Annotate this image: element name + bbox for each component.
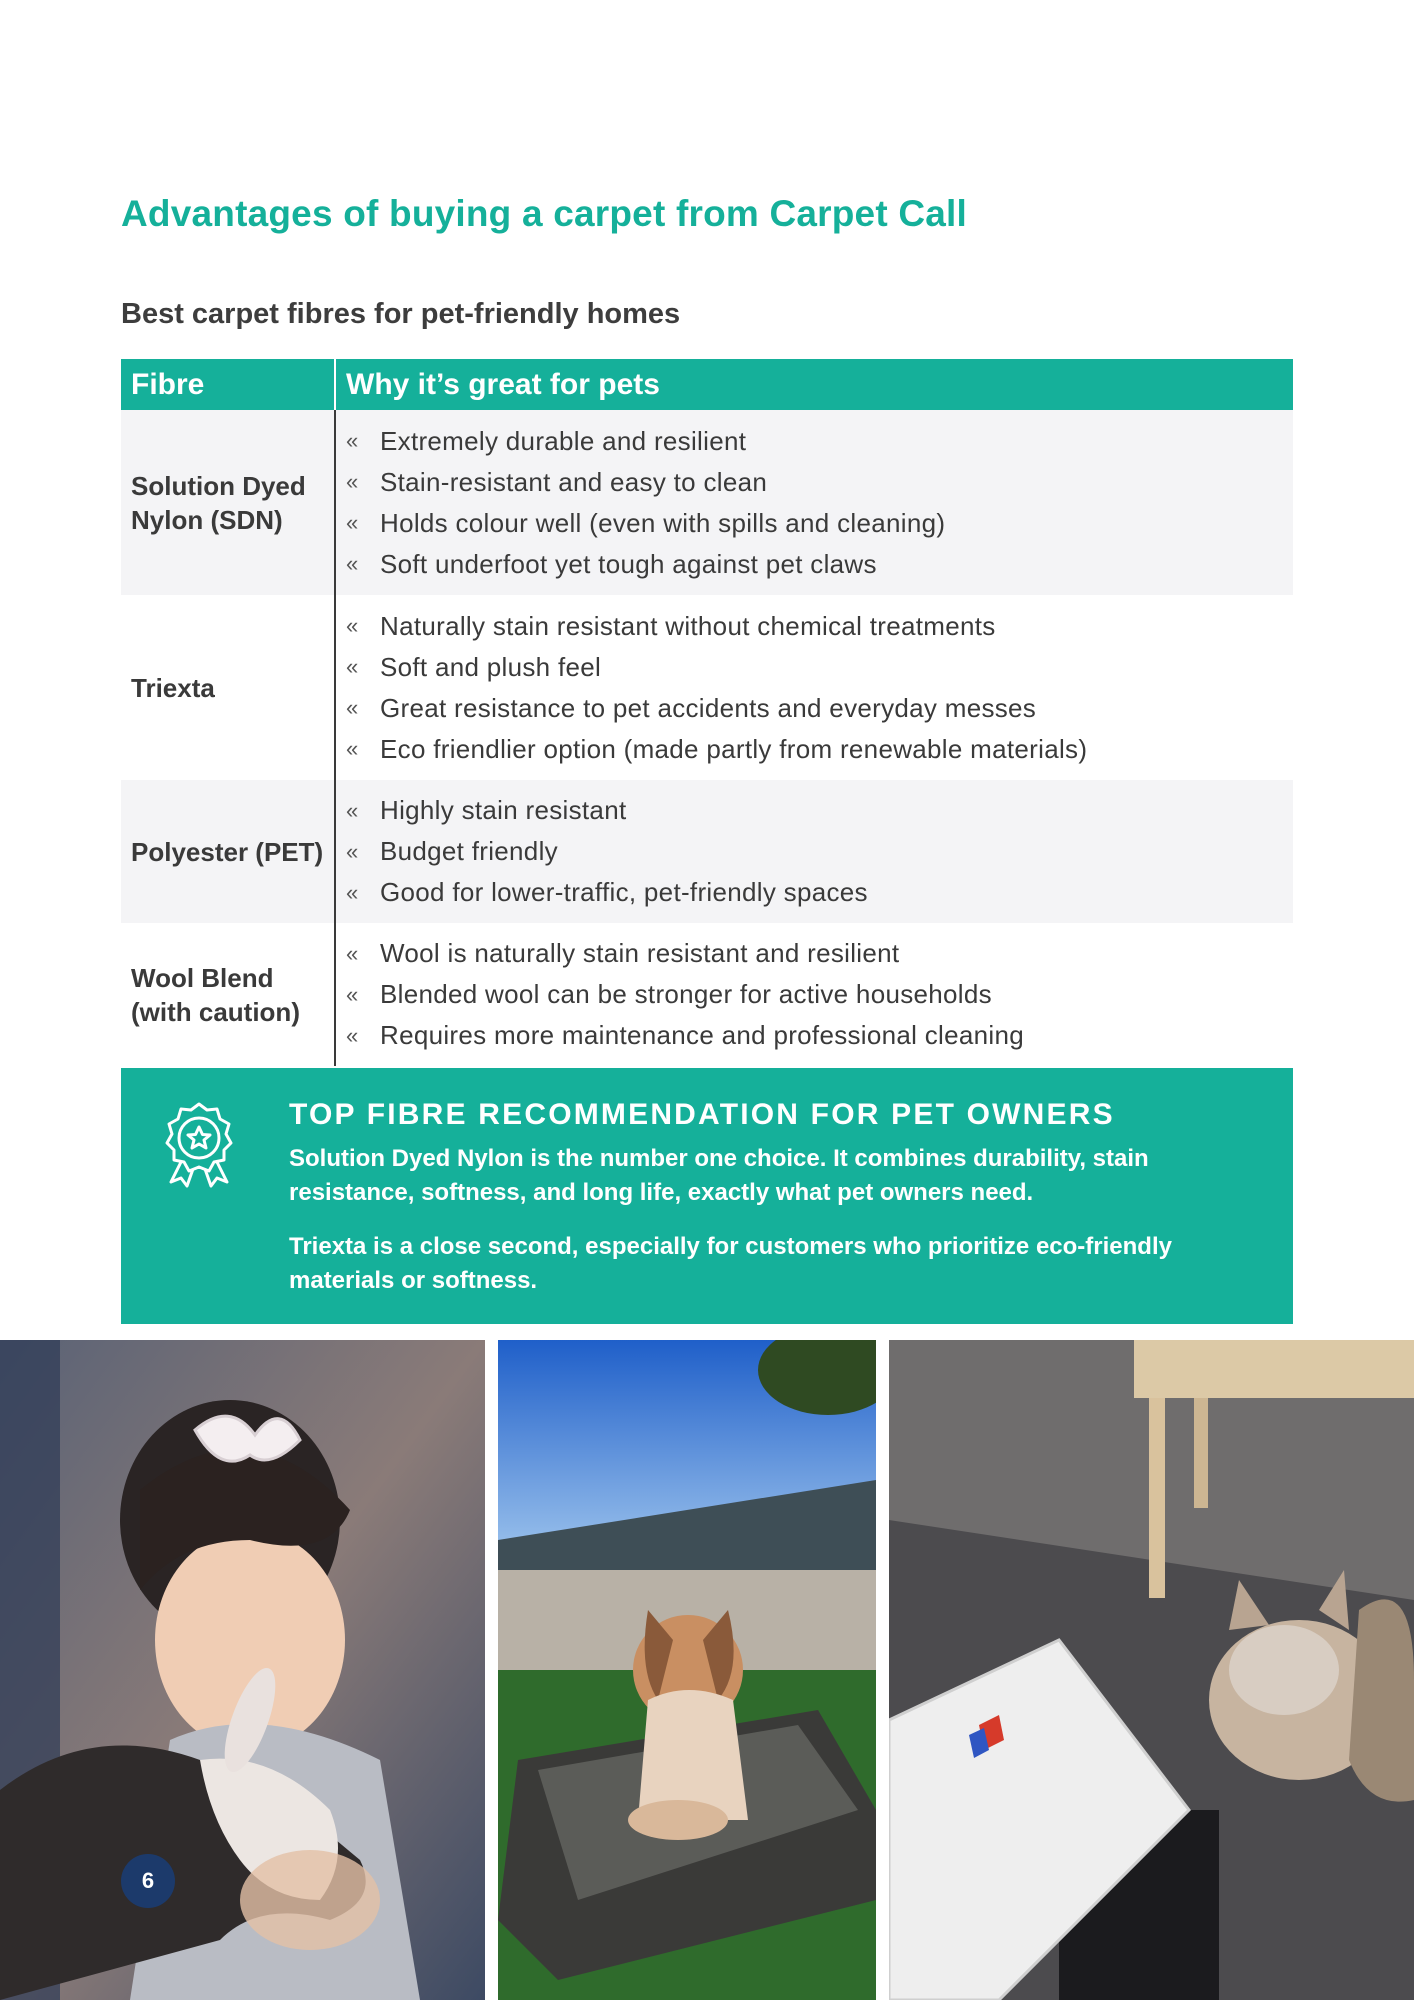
page-title: Advantages of buying a carpet from Carpet Call <box>121 193 967 234</box>
bullet-icon: « <box>346 838 359 864</box>
fibre-name: Solution Dyed Nylon (SDN) <box>121 410 336 595</box>
header-why: Why it’s great for pets <box>346 367 660 401</box>
photo-child-with-goat <box>0 1340 485 2000</box>
list-item: « Good for lower-traffic, pet-friendly spaces <box>336 872 1293 913</box>
award-badge-icon <box>157 1100 241 1188</box>
fibre-name: Wool Blend (with caution) <box>121 923 336 1066</box>
header-fibre: Fibre <box>121 359 336 410</box>
bullet-icon: « <box>346 469 359 494</box>
photo-cat-with-sign <box>889 1340 1414 2000</box>
bullet-icon: « <box>346 981 359 1007</box>
list-item: « Wool is naturally stain resistant and resilient <box>336 933 1293 974</box>
bullet-icon: « <box>346 428 359 453</box>
table-row <box>121 923 1293 1066</box>
list-item: « Requires more maintenance and professional cleaning <box>336 1015 1293 1056</box>
list-item: « Naturally stain resistant without chemical treatments <box>336 606 1293 647</box>
callout-paragraph: Solution Dyed Nylon is the number one choice. It combines durability, stain resistance, softness, and long life, exactly what pet owners need. <box>289 1145 1149 1206</box>
bullet-icon: « <box>346 654 359 679</box>
callout-paragraph: Triexta is a close second, especially for customers who prioritize eco-friendly materials or softness. <box>289 1233 1172 1294</box>
fibre-table <box>121 359 1293 1066</box>
table-header <box>121 359 1293 410</box>
recommendation-callout <box>121 1068 1293 1324</box>
list-item: « Blended wool can be stronger for active households <box>336 974 1293 1015</box>
section-subtitle: Best carpet fibres for pet-friendly homes <box>121 298 681 330</box>
table-row <box>121 780 1293 923</box>
fibre-name: Triexta <box>121 595 336 780</box>
bullet-icon: « <box>346 736 359 761</box>
bullet-icon: « <box>346 613 359 638</box>
table-row <box>121 595 1293 780</box>
bullet-icon: « <box>346 1022 359 1048</box>
list-item: « Highly stain resistant <box>336 790 1293 831</box>
page-number: 6 <box>121 1854 175 1908</box>
photo-dog-on-bed <box>498 1340 876 2000</box>
list-item: « Budget friendly <box>336 831 1293 872</box>
list-item: « Stain-resistant and easy to clean <box>336 462 1293 503</box>
table-row <box>121 410 1293 595</box>
list-item: « Extremely durable and resilient <box>336 421 1293 462</box>
list-item: « Soft and plush feel <box>336 647 1293 688</box>
fibre-name: Polyester (PET) <box>121 780 336 923</box>
bullet-icon: « <box>346 797 359 823</box>
bullet-icon: « <box>346 551 359 576</box>
list-item: « Great resistance to pet accidents and everyday messes <box>336 688 1293 729</box>
bullet-icon: « <box>346 940 359 966</box>
list-item: « Eco friendlier option (made partly from renewable materials) <box>336 729 1293 770</box>
list-item: « Holds colour well (even with spills and cleaning) <box>336 503 1293 544</box>
callout-heading: TOP FIBRE RECOMMENDATION FOR PET OWNERS <box>289 1098 1115 1131</box>
bullet-icon: « <box>346 695 359 720</box>
bullet-icon: « <box>346 879 359 905</box>
list-item: « Soft underfoot yet tough against pet claws <box>336 544 1293 585</box>
bullet-icon: « <box>346 510 359 535</box>
